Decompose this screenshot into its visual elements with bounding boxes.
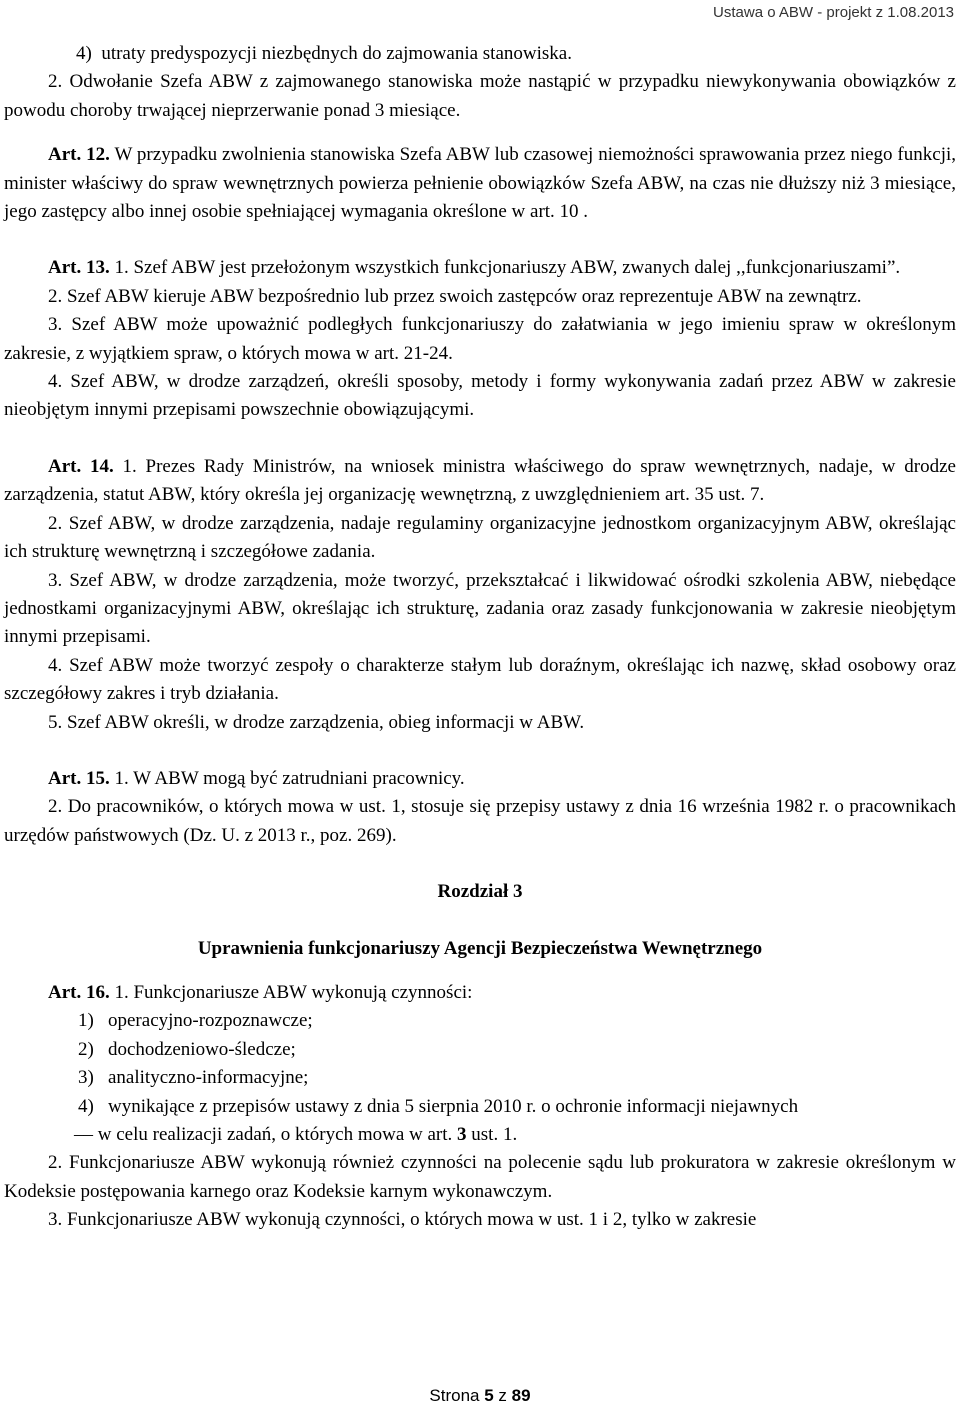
document-body (4, 40, 956, 1235)
art12-text: W przypadku zwolnienia stanowiska Szefa ABW lub czasowej niemożności sprawowania przez niego funkcji, minister właściwy do spraw wewnętrznych powierza pełnienie obowiązków Szefa ABW, na czas nie dłuższy niż 3 miesiące, jego zastępcy albo innej osobie spełniającej wymagania określone w art. 10 . (4, 144, 956, 223)
art16-label: Art. 16. (48, 981, 110, 1003)
page-footer (0, 1386, 960, 1406)
list-item-text: operacyjno-rozpoznawcze; (108, 1010, 313, 1032)
list-item (78, 1036, 956, 1064)
dash-end: ust. 1. (466, 1124, 518, 1145)
art13-para2: 2. Szef ABW kieruje ABW bezpośrednio lub przez swoich zastępców oraz reprezentuje ABW na zewnątrz. (48, 285, 862, 307)
list-item (78, 1093, 956, 1121)
list-item (78, 1064, 956, 1092)
list-item-number: 1) (78, 1010, 94, 1032)
footer-total-pages: 89 (511, 1386, 531, 1405)
list-item-text: analityczno-informacyjne; (108, 1067, 309, 1089)
art14-label: Art. 14. (48, 455, 114, 477)
art14-para3: 3. Szef ABW, w drodze zarządzenia, może tworzyć, przekształcać i likwidować ośrodki szkolenia ABW, niebędące jednostkami organizacyjnymi ABW, określając ich strukturę, zadania oraz zasady funkcjonowania w zakresie nieobjętym innymi przepisami. (4, 569, 956, 648)
art15-para2: 2. Do pracowników, o których mowa w ust. 1, stosuje się przepisy ustawy z dnia 16 września 1982 r. o pracownikach urzędów państwowych (Dz. U. z 2013 r., poz. 269). (4, 796, 956, 846)
art14-p1-text: 1. Prezes Rady Ministrów, na wniosek ministra właściwego do spraw wewnętrznych, nadaje, w drodze zarządzenia, statut ABW, który określa jej organizację wewnętrzną, z uwzględnieniem art. 35 ust. 7. (4, 455, 956, 506)
footer-sep: z (493, 1386, 512, 1405)
art14-para1 (4, 453, 956, 510)
art14-para2: 2. Szef ABW, w drodze zarządzenia, nadaje regulaminy organizacyjne jednostkom organizacyjnym ABW, określając ich strukturę wewnętrzną i szczegółowe zadania. (4, 512, 956, 563)
list-item-number: 3) (78, 1067, 94, 1089)
art13-para3: 3. Szef ABW może upoważnić podległych funkcjonariuszy do załatwiania w jego imieniu spraw w określonym zakresie, z wyjątkiem spraw, o których mowa w art. 21-24. (4, 314, 956, 364)
chapter-title: Uprawnienia funkcjonariuszy Agencji Bezpieczeństwa Wewnętrznego (197, 937, 763, 959)
art15-p1-text: 1. W ABW mogą być zatrudniani pracownicy. (109, 767, 465, 789)
list-item-text: dochodzeniowo-śledcze; (108, 1038, 296, 1060)
art16-p1-intro: 1. Funkcjonariusze ABW wykonują czynności: (109, 981, 473, 1003)
list-item-number: 4) (78, 1095, 94, 1117)
list-item (78, 1007, 956, 1035)
list-item-text: wynikające z przepisów ustawy z dnia 5 sierpnia 2010 r. o ochronie informacji niejawnych (108, 1095, 799, 1117)
art14-para5: 5. Szef ABW określi, w drodze zarządzenia, obieg informacji w ABW. (48, 711, 585, 733)
art13-para1 (4, 254, 956, 282)
footer-prefix: Strona (429, 1386, 485, 1405)
art16-para2: 2. Funkcjonariusze ABW wykonują również czynności na polecenie sądu lub prokuratora w zakresie określonym w Kodeksie postępowania karnego oraz Kodeksie karnym wykonawczym. (4, 1152, 956, 1202)
dash-ref: 3 (457, 1124, 467, 1145)
art13-p1-text: 1. Szef ABW jest przełożonym wszystkich funkcjonariuszy ABW, zwanych dalej ,,funkcjonariuszami”. (109, 257, 901, 279)
art12-label: Art. 12. (48, 144, 110, 166)
art15-para1 (4, 765, 956, 793)
art13-para4: 4. Szef ABW, w drodze zarządzeń, określi sposoby, metody i formy wykonywania zadań przez ABW w zakresie nieobjętym innymi przepisami powszechnie obowiązującymi. (4, 371, 956, 421)
art16-para1 (4, 979, 956, 1007)
art11-item4: 4) utraty predyspozycji niezbędnych do zajmowania stanowiska. (76, 43, 572, 64)
footer-page-number: 5 (484, 1386, 494, 1405)
art15-label: Art. 15. (48, 767, 110, 789)
art12-paragraph (4, 141, 956, 226)
chapter-number: Rozdział 3 (437, 881, 523, 903)
art16-para3: 3. Funkcjonariusze ABW wykonują czynności, o których mowa w ust. 1 i 2, tylko w zakresie (48, 1209, 757, 1231)
document-header: Ustawa o ABW - projekt z 1.08.2013 (713, 4, 954, 21)
art11-para2: 2. Odwołanie Szefa ABW z zajmowanego stanowiska może nastąpić w przypadku niewykonywania obowiązków z powodu choroby trwającej nieprzerwanie ponad 3 miesiące. (4, 71, 956, 121)
art14-para4: 4. Szef ABW może tworzyć zespoły o charakterze stałym lub doraźnym, określając ich nazwę, skład osobowy oraz szczegółowy zakres i tryb działania. (4, 654, 956, 705)
art16-dash-line (4, 1121, 956, 1149)
dash-text: –– w celu realizacji zadań, o których mowa w art. (74, 1124, 458, 1145)
list-item-number: 2) (78, 1038, 94, 1060)
art13-label: Art. 13. (48, 257, 110, 279)
